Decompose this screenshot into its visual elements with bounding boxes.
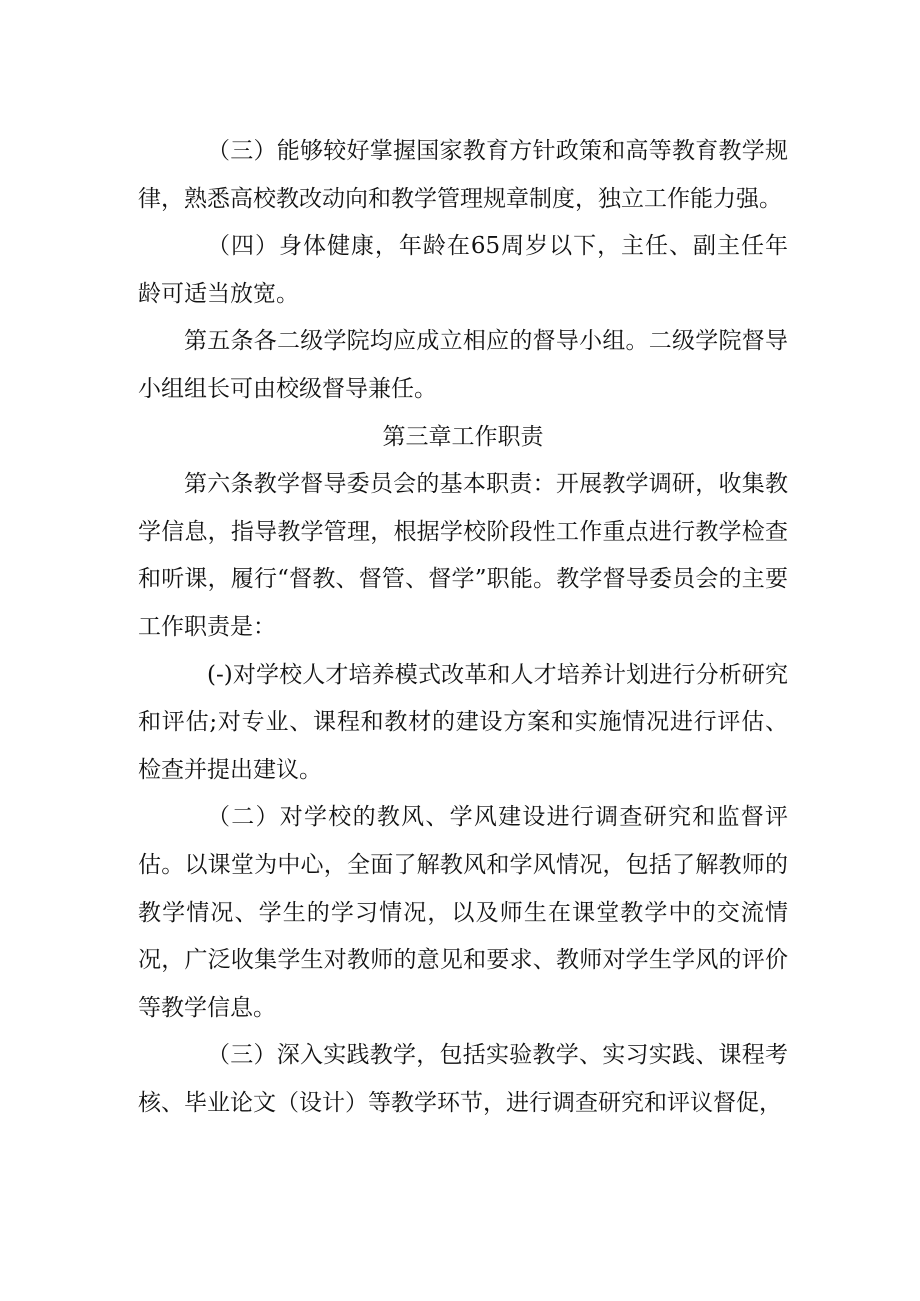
chapter-3-heading: 第三章工作职责: [382, 423, 544, 450]
paragraph-duty-3: （三）深入实践教学，包括实验教学、实习实践、课程考核、毕业论文（设计）等教学环节，进行调查研究和评议督促，: [138, 1042, 788, 1116]
document-body: [138, 128, 788, 1127]
paragraph-duty-2: （二）对学校的教风、学风建设进行调查研究和监督评估。以课堂为中心，全面了解教风和学风情况，包括了解教师的教学情况、学生的学习情况，以及师生在课堂教学中的交流情况，广泛收集学生对教师的意见和要求、教师对学生学风的评价等教学信息。: [138, 804, 788, 1021]
paragraph-article-5: 第五条各二级学院均应成立相应的督导小组。二级学院督导小组组长可由校级督导兼任。: [138, 328, 788, 402]
paragraph-duty-1: (-)对学校人才培养模式改革和人才培养计划进行分析研究和评估;对专业、课程和教材的建设方案和实施情况进行评估、检查并提出建议。: [138, 661, 788, 783]
paragraph-article-6: 第六条教学督导委员会的基本职责：开展教学调研，收集教学信息，指导教学管理，根据学校阶段性工作重点进行教学检查和听课，履行“督教、督管、督学”职能。教学督导委员会的主要工作职责是：: [138, 471, 788, 640]
paragraph-clause-3-qualification: （三）能够较好掌握国家教育方针政策和高等教育教学规律，熟悉高校教改动向和教学管理规章制度，独立工作能力强。: [138, 138, 788, 212]
paragraph-clause-4-health-age: （四）身体健康，年龄在65周岁以下，主任、副主任年龄可适当放宽。: [138, 233, 788, 307]
